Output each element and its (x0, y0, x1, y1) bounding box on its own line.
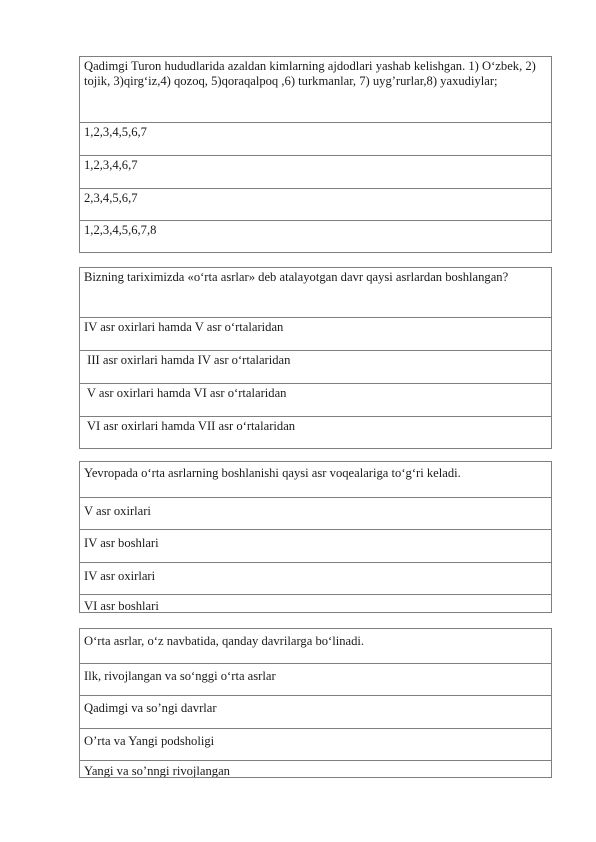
answer-option: 1,2,3,4,6,7 (80, 155, 551, 188)
answer-option: 1,2,3,4,5,6,7 (80, 122, 551, 155)
answer-option: VI asr boshlari (80, 594, 551, 612)
answer-option: IV asr boshlari (80, 529, 551, 562)
question-block-1 (79, 56, 552, 253)
answer-option: O’rta va Yangi podsholigi (80, 728, 551, 760)
answer-option: VI asr oxirlari hamda VII asr o‘rtalaridan (80, 416, 551, 448)
question-block-2 (79, 267, 552, 449)
answer-option: V asr oxirlari hamda VI asr o‘rtalaridan (80, 383, 551, 416)
answer-option: IV asr oxirlari hamda V asr o‘rtalaridan (80, 317, 551, 350)
answer-option: Yangi va so’nngi rivojlangan (80, 760, 551, 777)
answer-option: 1,2,3,4,5,6,7,8 (80, 220, 551, 252)
answer-option: V asr oxirlari (80, 497, 551, 529)
answer-option: 2,3,4,5,6,7 (80, 188, 551, 220)
question-block-3 (79, 461, 552, 613)
question-text: Qadimgi Turon hududlarida azaldan kimlarning ajdodlari yashab kelishgan. 1) O‘zbek, 2) tojik, 3)qirg‘iz,4) qozoq, 5)qoraqalpoq ,6) turkmanlar, 7) uyg’rurlar,8) yaxudiylar; (84, 59, 536, 88)
answer-option: Ilk, rivojlangan va so‘nggi o‘rta asrlar (80, 663, 551, 695)
answer-option: Qadimgi va so’ngi davrlar (80, 695, 551, 728)
answer-option: IV asr oxirlari (80, 562, 551, 594)
question-block-4 (79, 628, 552, 778)
question-text: Bizning tariximizda «o‘rta asrlar» deb atalayotgan davr qaysi asrlardan boshlangan? (84, 270, 509, 284)
answer-option: III asr oxirlari hamda IV asr o‘rtalaridan (80, 350, 551, 383)
question-text: O‘rta asrlar, o‘z navbatida, qanday davrilarga bo‘linadi. (84, 634, 365, 648)
question-text: Yevropada o‘rta asrlarning boshlanishi qaysi asr voqealariga to‘g‘ri keladi. (84, 466, 461, 480)
